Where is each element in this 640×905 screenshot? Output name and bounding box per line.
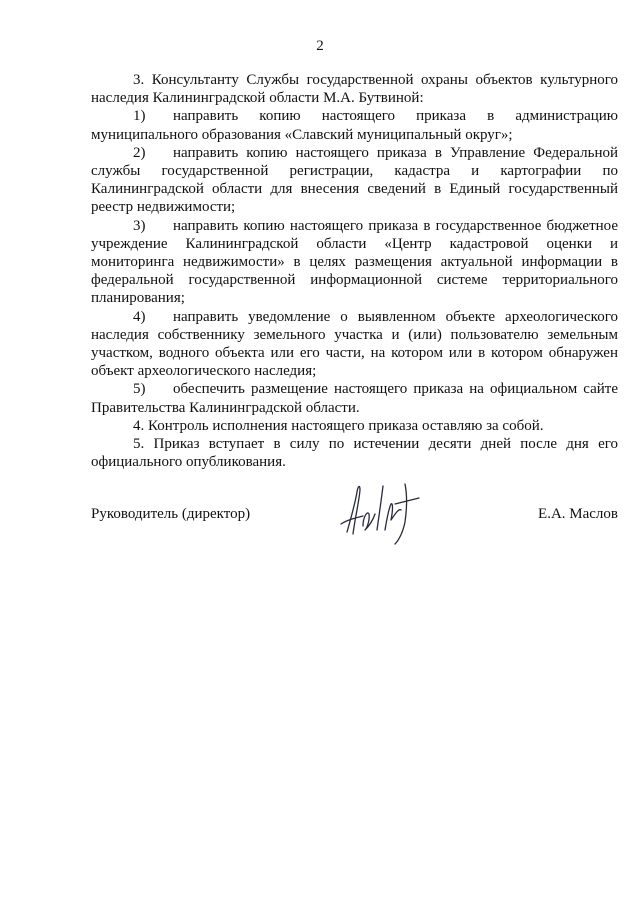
list-item-number: 3) [133,217,146,234]
list-item-text: направить копию настоящего приказа в Управление Федеральной службы государственной регистрации, кадастра и картографии по Калининградской области для внесения сведений в Единый государственный реестр недвижимости; [91,144,618,216]
paragraph-4: 4. Контроль исполнения настоящего приказа оставляю за собой. [133,417,544,434]
list-item-text: направить копию настоящего приказа в администрацию муниципального образования «Славский муниципальный округ»; [91,108,618,143]
list-item-2 [91,144,618,217]
list-item-number: 2) [133,144,146,161]
list-item-3 [91,217,618,308]
list-item-4 [91,308,618,381]
list-item-number: 4) [133,308,146,325]
list-item-text: направить копию настоящего приказа в государственное бюджетное учреждение Калининградской области «Центр кадастровой оценки и мониторинга недвижимости» в целях размещения актуальной информации в федеральной государственной информационной системе территориального планирования; [91,217,618,307]
list-item-5 [91,380,618,416]
paragraph-5: 5. Приказ вступает в силу по истечении десяти дней после дня его официального опубликования. [91,436,618,471]
paragraph-3-intro: 3. Консультанту Службы государственной охраны объектов культурного наследия Калининградской области М.А. Бутвиной: [91,72,618,107]
list-item-number: 1) [133,108,146,125]
list-item-1 [91,107,618,143]
signatory-role: Руководитель (директор) [91,506,251,522]
list-item-number: 5) [133,381,146,398]
signatory-name: Е.А. Маслов [538,506,618,522]
page-number: 2 [316,38,324,54]
document-body [91,71,618,471]
list-item-text: направить уведомление о выявленном объекте археологического наследия собственнику земельного участка и (или) пользователю земельным участком, водного объекта или его части, на котором или в котором обнаружен объект археологического наследия; [91,308,618,380]
list-item-text: обеспечить размещение настоящего приказа на официальном сайте Правительства Калининградской области. [91,381,618,416]
signature-block [91,505,618,535]
